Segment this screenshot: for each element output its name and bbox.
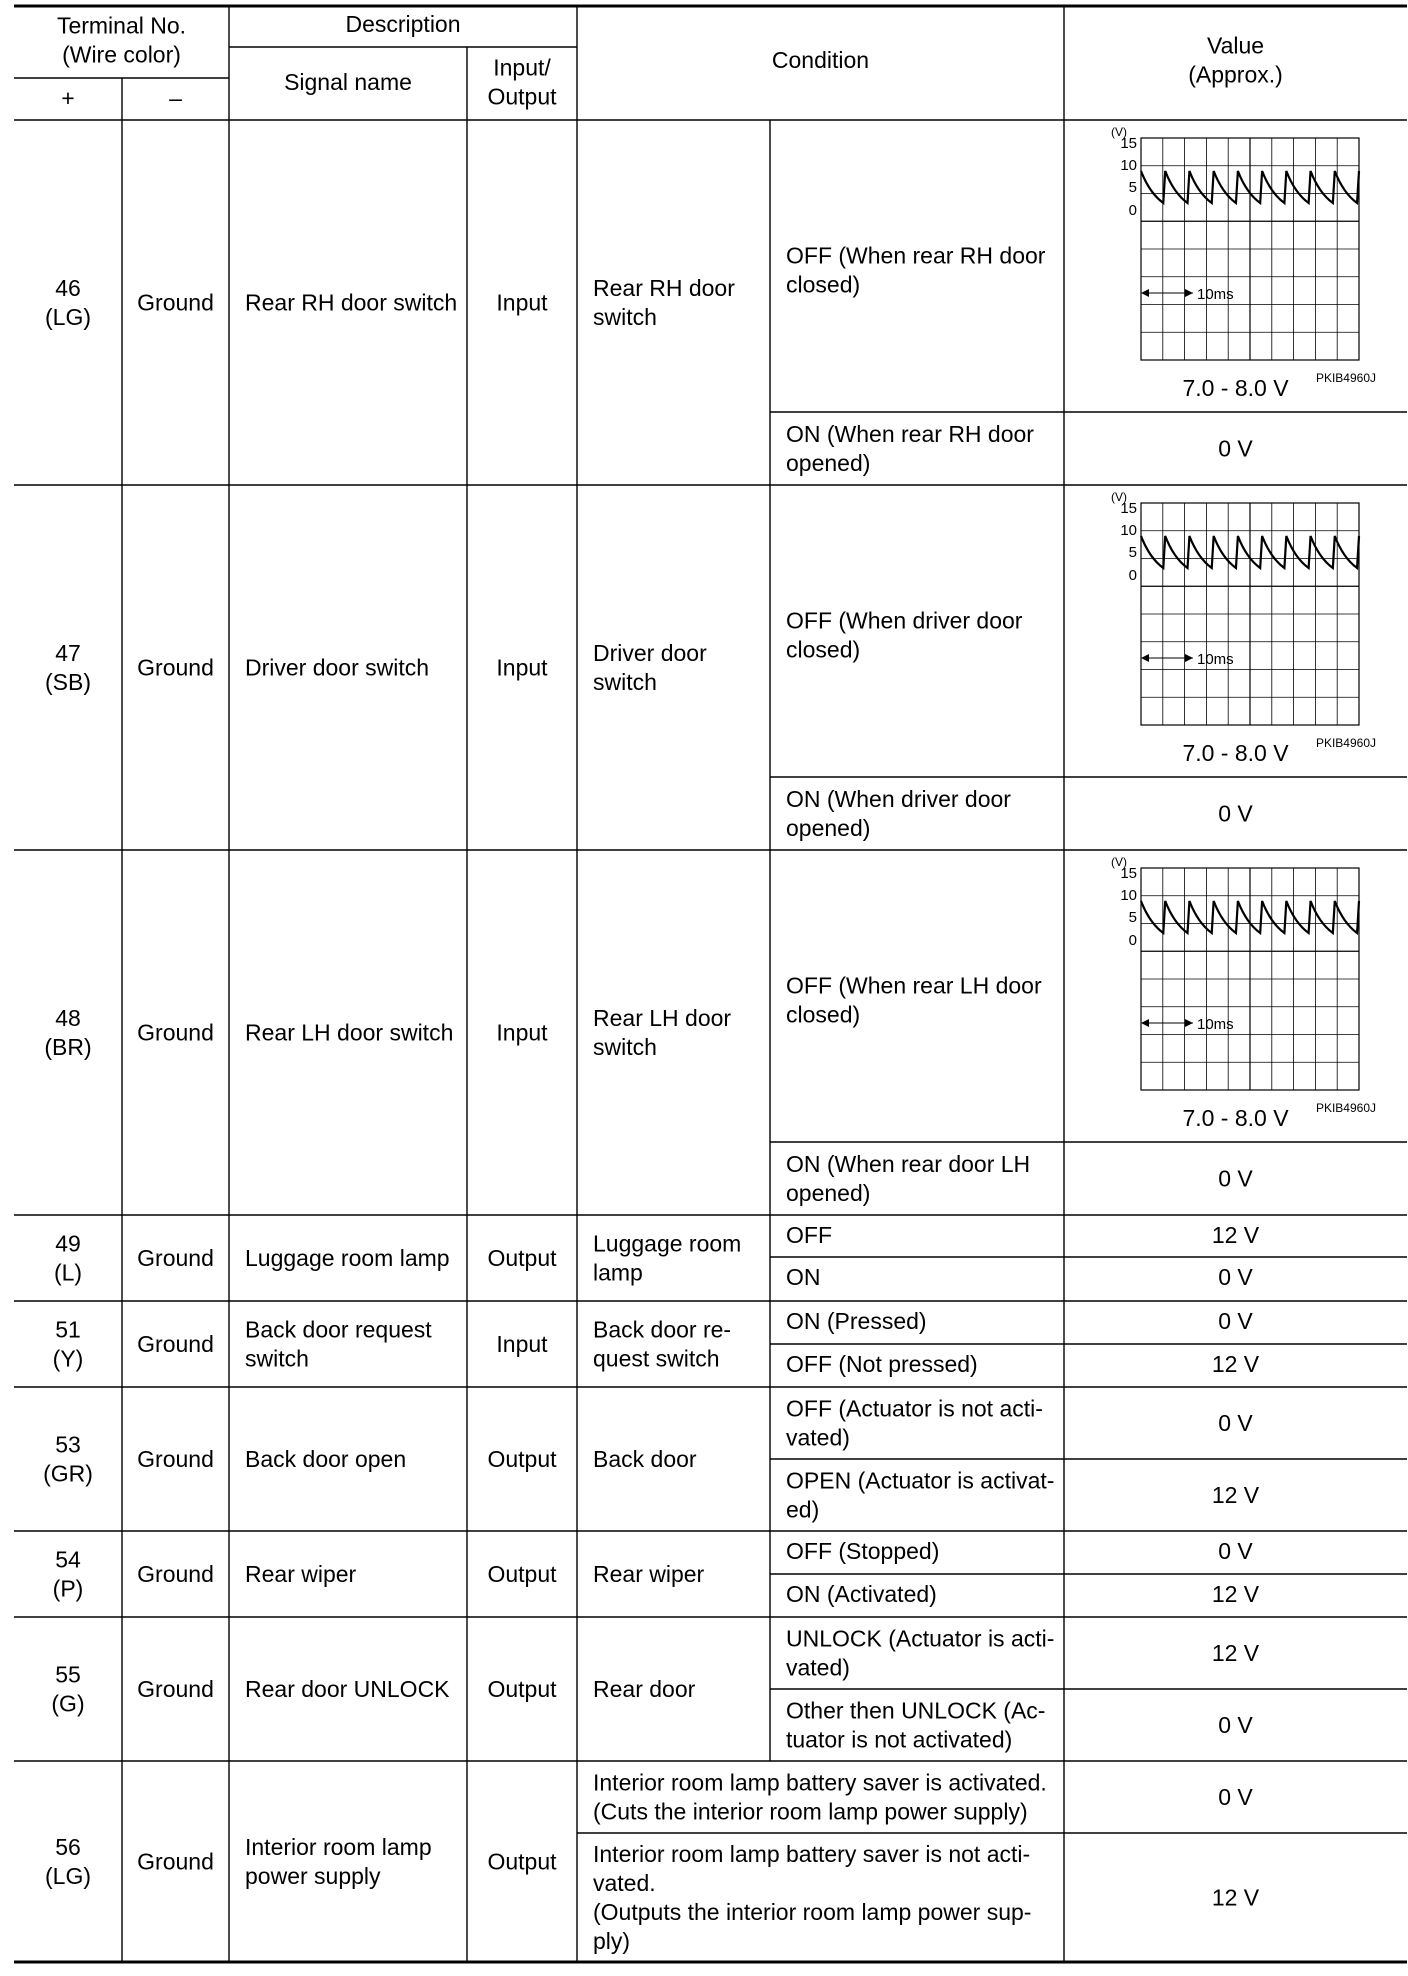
- input-output: Input: [496, 654, 548, 681]
- waveform-y-tick: 0: [1128, 932, 1137, 949]
- condition-text: ON (When driver door: [786, 786, 1011, 812]
- ground-label: Ground: [137, 1245, 214, 1271]
- ground-label: Ground: [137, 1561, 214, 1587]
- value-text: 7.0 - 8.0 V: [1182, 375, 1289, 401]
- waveform-y-tick: 5: [1128, 544, 1137, 561]
- signal-name: switch: [245, 1345, 309, 1372]
- condition-group: Rear door: [593, 1676, 696, 1702]
- condition-text: Interior room lamp battery saver is activated.: [593, 1769, 1047, 1796]
- value-text: 0 V: [1218, 1712, 1253, 1738]
- condition-text: vated): [786, 1654, 850, 1681]
- input-output: Output: [487, 1446, 557, 1472]
- value-text: 0 V: [1218, 1538, 1253, 1564]
- value-text: 0 V: [1218, 1784, 1253, 1810]
- waveform-y-tick: 0: [1128, 202, 1137, 219]
- condition-text: ON (When rear RH door: [786, 421, 1034, 447]
- condition-group: switch: [593, 669, 657, 695]
- terminal-number: 53: [55, 1431, 81, 1458]
- ground-label: Ground: [137, 1676, 214, 1702]
- value-text: 0 V: [1218, 1410, 1253, 1436]
- waveform-y-tick: 10: [1120, 522, 1137, 539]
- condition-text: ON: [786, 1264, 821, 1290]
- value-text: 7.0 - 8.0 V: [1182, 1105, 1289, 1131]
- terminal-number: (P): [52, 1575, 84, 1602]
- waveform-figure-code: PKIB4960J: [1315, 736, 1376, 750]
- condition-text: opened): [786, 450, 871, 476]
- header-minus: –: [169, 85, 182, 111]
- condition-group: Rear RH door: [593, 275, 735, 301]
- ground-label: Ground: [137, 289, 214, 316]
- signal-name: Rear LH door switch: [245, 1019, 454, 1046]
- condition-text: ON (Activated): [786, 1581, 937, 1607]
- signal-name: Rear RH door switch: [245, 289, 458, 316]
- condition-text: ON (Pressed): [786, 1308, 927, 1334]
- condition-group: lamp: [593, 1259, 643, 1286]
- condition-text: closed): [786, 636, 861, 663]
- condition-group: quest switch: [593, 1345, 720, 1372]
- waveform-chart: [1111, 125, 1376, 385]
- input-output: Input: [496, 1331, 548, 1357]
- input-output: Output: [487, 1676, 557, 1702]
- header-condition: Condition: [771, 47, 870, 73]
- terminal-number: (BR): [44, 1034, 92, 1060]
- condition-group: Back door re-: [593, 1316, 732, 1343]
- signal-name: power supply: [245, 1863, 381, 1889]
- condition-text: ply): [593, 1928, 631, 1954]
- input-output: Output: [487, 1561, 557, 1587]
- condition-text: OPEN (Actuator is activat-: [786, 1467, 1055, 1494]
- header-input-output: Input/: [493, 54, 551, 81]
- condition-text: OFF (When rear LH door: [786, 972, 1042, 999]
- value-text: 0 V: [1218, 1165, 1253, 1192]
- condition-text: opened): [786, 815, 871, 841]
- waveform-chart: [1111, 855, 1376, 1115]
- input-output: Output: [487, 1245, 557, 1271]
- waveform-period-label: 10ms: [1197, 286, 1234, 303]
- waveform-y-tick: 0: [1128, 567, 1137, 584]
- terminal-number: 48: [55, 1005, 81, 1031]
- ground-label: Ground: [137, 654, 214, 681]
- condition-text: OFF (Not pressed): [786, 1351, 978, 1377]
- header-input-output: Output: [487, 83, 557, 110]
- condition-text: closed): [786, 271, 861, 298]
- waveform-y-tick: 15: [1120, 135, 1137, 152]
- terminal-number: 47: [55, 640, 81, 666]
- value-text: 0 V: [1218, 435, 1253, 462]
- waveform-unit-label: (V): [1111, 125, 1127, 139]
- signal-name: Back door request: [245, 1316, 432, 1343]
- waveform-y-tick: 15: [1120, 865, 1137, 882]
- condition-text: OFF (When driver door: [786, 607, 1023, 634]
- condition-text: OFF (Stopped): [786, 1538, 940, 1564]
- condition-group: Back door: [593, 1446, 697, 1472]
- condition-group: Luggage room: [593, 1230, 742, 1257]
- waveform-y-tick: 10: [1120, 157, 1137, 174]
- value-text: 0 V: [1218, 1264, 1253, 1290]
- terminal-number: (Y): [52, 1345, 84, 1372]
- condition-text: UNLOCK (Actuator is acti-: [786, 1625, 1055, 1652]
- condition-text: Interior room lamp battery saver is not acti-: [593, 1841, 1031, 1867]
- header-terminal-no: Terminal No.: [56, 12, 187, 39]
- terminal-number: (LG): [45, 1863, 91, 1889]
- value-text: 12 V: [1211, 1884, 1260, 1911]
- terminal-number: (G): [51, 1690, 85, 1717]
- value-text: 12 V: [1211, 1482, 1260, 1508]
- header-terminal-no: (Wire color): [62, 41, 181, 68]
- condition-text: closed): [786, 1001, 861, 1028]
- condition-text: Other then UNLOCK (Ac-: [786, 1697, 1046, 1724]
- header-description: Description: [345, 11, 461, 37]
- condition-text: ed): [786, 1496, 820, 1523]
- input-output: Output: [487, 1848, 557, 1875]
- signal-name: Interior room lamp: [245, 1834, 432, 1860]
- condition-text: vated.: [593, 1870, 656, 1896]
- condition-text: ON (When rear door LH: [786, 1151, 1031, 1177]
- condition-text: vated): [786, 1424, 850, 1451]
- terminal-number: 46: [55, 275, 81, 301]
- condition-group: Rear LH door: [593, 1005, 732, 1031]
- value-text: 12 V: [1211, 1581, 1260, 1607]
- signal-name: Rear door UNLOCK: [245, 1676, 450, 1702]
- condition-group: switch: [593, 1034, 657, 1060]
- ground-label: Ground: [137, 1446, 214, 1472]
- waveform-y-tick: 5: [1128, 179, 1137, 196]
- condition-group: switch: [593, 304, 657, 330]
- waveform-y-tick: 5: [1128, 909, 1137, 926]
- input-output: Input: [496, 1019, 548, 1046]
- signal-name: Back door open: [245, 1446, 407, 1472]
- waveform-chart: [1111, 490, 1376, 750]
- condition-text: tuator is not activated): [786, 1726, 1013, 1753]
- waveform-y-tick: 15: [1120, 500, 1137, 517]
- terminal-number: 54: [55, 1546, 81, 1573]
- terminal-number: (SB): [45, 669, 91, 695]
- header-plus: +: [61, 85, 75, 111]
- waveform-period-label: 10ms: [1197, 1016, 1234, 1033]
- waveform-period-label: 10ms: [1197, 651, 1234, 668]
- value-text: 12 V: [1211, 1351, 1260, 1377]
- terminal-number: 56: [55, 1834, 81, 1860]
- signal-name: Driver door switch: [245, 654, 430, 681]
- value-text: 12 V: [1211, 1640, 1260, 1666]
- condition-text: OFF: [786, 1222, 832, 1248]
- condition-text: OFF (When rear RH door: [786, 242, 1046, 269]
- ground-label: Ground: [137, 1848, 214, 1875]
- signal-name: Rear wiper: [245, 1561, 357, 1587]
- condition-text: opened): [786, 1180, 871, 1206]
- waveform-figure-code: PKIB4960J: [1315, 371, 1376, 385]
- value-text: 0 V: [1218, 1308, 1253, 1334]
- waveform-figure-code: PKIB4960J: [1315, 1101, 1376, 1115]
- terminal-number: (GR): [43, 1460, 93, 1487]
- condition-text: (Outputs the interior room lamp power sup-: [593, 1899, 1032, 1925]
- value-text: 0 V: [1218, 800, 1253, 827]
- terminal-number: 49: [55, 1230, 81, 1257]
- waveform-unit-label: (V): [1111, 855, 1127, 869]
- waveform-unit-label: (V): [1111, 490, 1127, 504]
- terminal-number: 51: [55, 1316, 81, 1343]
- signal-name: Luggage room lamp: [245, 1245, 450, 1271]
- value-text: 12 V: [1211, 1222, 1260, 1248]
- header-value: (Approx.): [1188, 61, 1283, 88]
- input-output: Input: [496, 289, 548, 316]
- header-value: Value: [1206, 32, 1265, 59]
- terminal-number: (L): [53, 1259, 83, 1286]
- condition-text: (Cuts the interior room lamp power supply): [593, 1798, 1028, 1825]
- terminal-number: (LG): [45, 304, 91, 330]
- ground-label: Ground: [137, 1331, 214, 1357]
- condition-group: Driver door: [593, 640, 707, 666]
- condition-text: OFF (Actuator is not acti-: [786, 1395, 1043, 1422]
- header-signal-name: Signal name: [284, 69, 412, 95]
- value-text: 7.0 - 8.0 V: [1182, 740, 1289, 766]
- ground-label: Ground: [137, 1019, 214, 1046]
- condition-group: Rear wiper: [593, 1561, 705, 1587]
- waveform-y-tick: 10: [1120, 887, 1137, 904]
- terminal-number: 55: [55, 1661, 81, 1688]
